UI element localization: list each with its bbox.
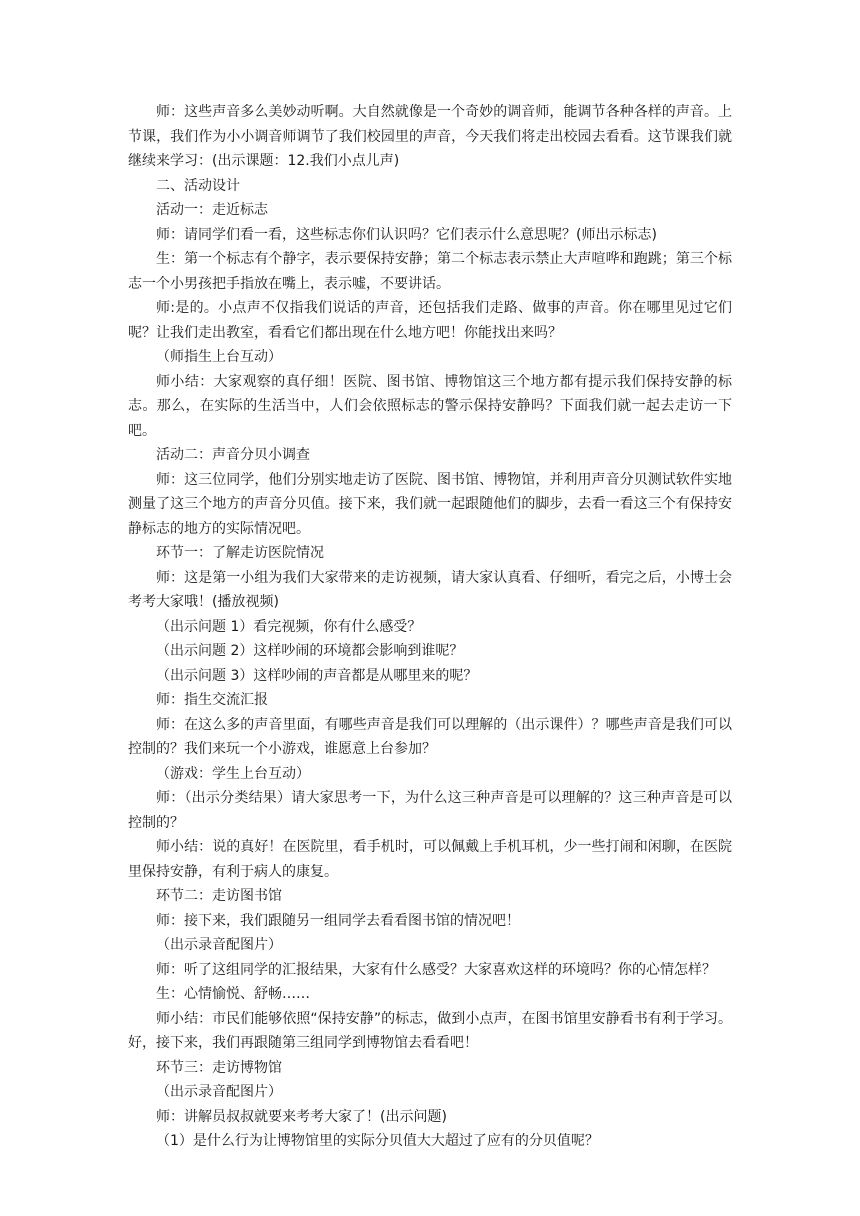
paragraph: 师:是的。小点声不仅指我们说话的声音，还包括我们走路、做事的声音。你在哪里见过它们呢？让我们走出教室，看看它们都出现在什么地方吧！你能找出来吗？ [128,300,732,341]
paragraph: 生：第一个标志有个静字，表示要保持安静；第二个标志表示禁止大声喧哗和跑跳；第三个标志一个小男孩把手指放在嘴上，表示嘘，不要讲话。 [128,251,732,292]
paragraph: 师：请同学们看一看，这些标志你们认识吗？它们表示什么意思呢？(师出示标志) [156,226,657,243]
paragraph: （出示录音配图片） [156,937,282,953]
step-heading: 环节三：走访博物馆 [156,1059,282,1076]
paragraph: 生：心情愉悦、舒畅…… [156,986,310,1002]
paragraph: 师小结：大家观察的真仔细！医院、图书馆、博物馆这三个地方都有提示我们保持安静的标志。那么，在实际的生活当中，人们会依照标志的警示保持安静吗？下面我们就一起去走访一下吧。 [128,373,732,439]
paragraph: 师：这三位同学，他们分别实地走访了医院、图书馆、博物馆，并利用声音分贝测试软件实地测量了这三个地方的声音分贝值。接下来，我们就一起跟随他们的脚步，去看一看这三个有保持安静标志的地方的实际情况吧。 [128,471,732,537]
paragraph: 师：（出示分类结果）请大家思考一下，为什么这三种声音是可以理解的？这三种声音是可以控制的？ [128,790,732,831]
section-heading: 二、活动设计 [156,177,240,194]
paragraph: 师：这是第一小组为我们大家带来的走访视频，请大家认真看、仔细听，看完之后，小博士会考考大家哦！(播放视频) [128,569,732,610]
paragraph: 师：在这么多的声音里面，有哪些声音是我们可以理解的（出示课件）？哪些声音是我们可以控制的？我们来玩一个小游戏，谁愿意上台参加？ [128,716,732,757]
paragraph: 师小结：说的真好！在医院里，看手机时，可以佩戴上手机耳机，少一些打闹和闲聊，在医院里保持安静，有利于病人的康复。 [128,839,732,880]
paragraph: （出示录音配图片） [156,1084,282,1100]
document-body [128,100,732,1154]
paragraph: 师：讲解员叔叔就要来考考大家了！(出示问题) [156,1108,447,1125]
step-heading: 环节一：了解走访医院情况 [156,545,324,561]
question-item: （出示问题 3）这样吵闹的声音都是从哪里来的呢？ [156,667,478,684]
paragraph: （师指生上台互动） [156,349,282,365]
paragraph: 师：这些声音多么美妙动听啊。大自然就像是一个奇妙的调音师，能调节各种各样的声音。上节课，我们作为小小调音师调节了我们校园里的声音，今天我们将走出校园去看看。这节课我们就继续来学习：(出示课题：12.我们小点儿声) [128,104,732,169]
question-item: （出示问题 2）这样吵闹的环境都会影响到谁呢？ [156,643,464,659]
activity-heading: 活动一：走近标志 [156,202,268,218]
question-item: （出示问题 1）看完视频，你有什么感受？ [156,618,422,635]
paragraph: 师：接下来，我们跟随另一组同学去看看图书馆的情况吧！ [156,912,520,929]
activity-heading: 活动二：声音分贝小调查 [156,447,310,463]
step-heading: 环节二：走访图书馆 [156,888,282,904]
paragraph: （游戏：学生上台互动） [156,765,310,782]
paragraph: 师：指生交流汇报 [156,692,268,708]
question-item: （1）是什么行为让博物馆里的实际分贝值大大超过了应有的分贝值呢？ [156,1133,599,1149]
paragraph: 师小结：市民们能够依照“保持安静”的标志，做到小点声，在图书馆里安静看书有利于学习。好，接下来，我们再跟随第三组同学到博物馆去看看吧！ [128,1010,732,1051]
paragraph: 师：听了这组同学的汇报结果，大家有什么感受？大家喜欢这样的环境吗？你的心情怎样？ [156,961,716,978]
